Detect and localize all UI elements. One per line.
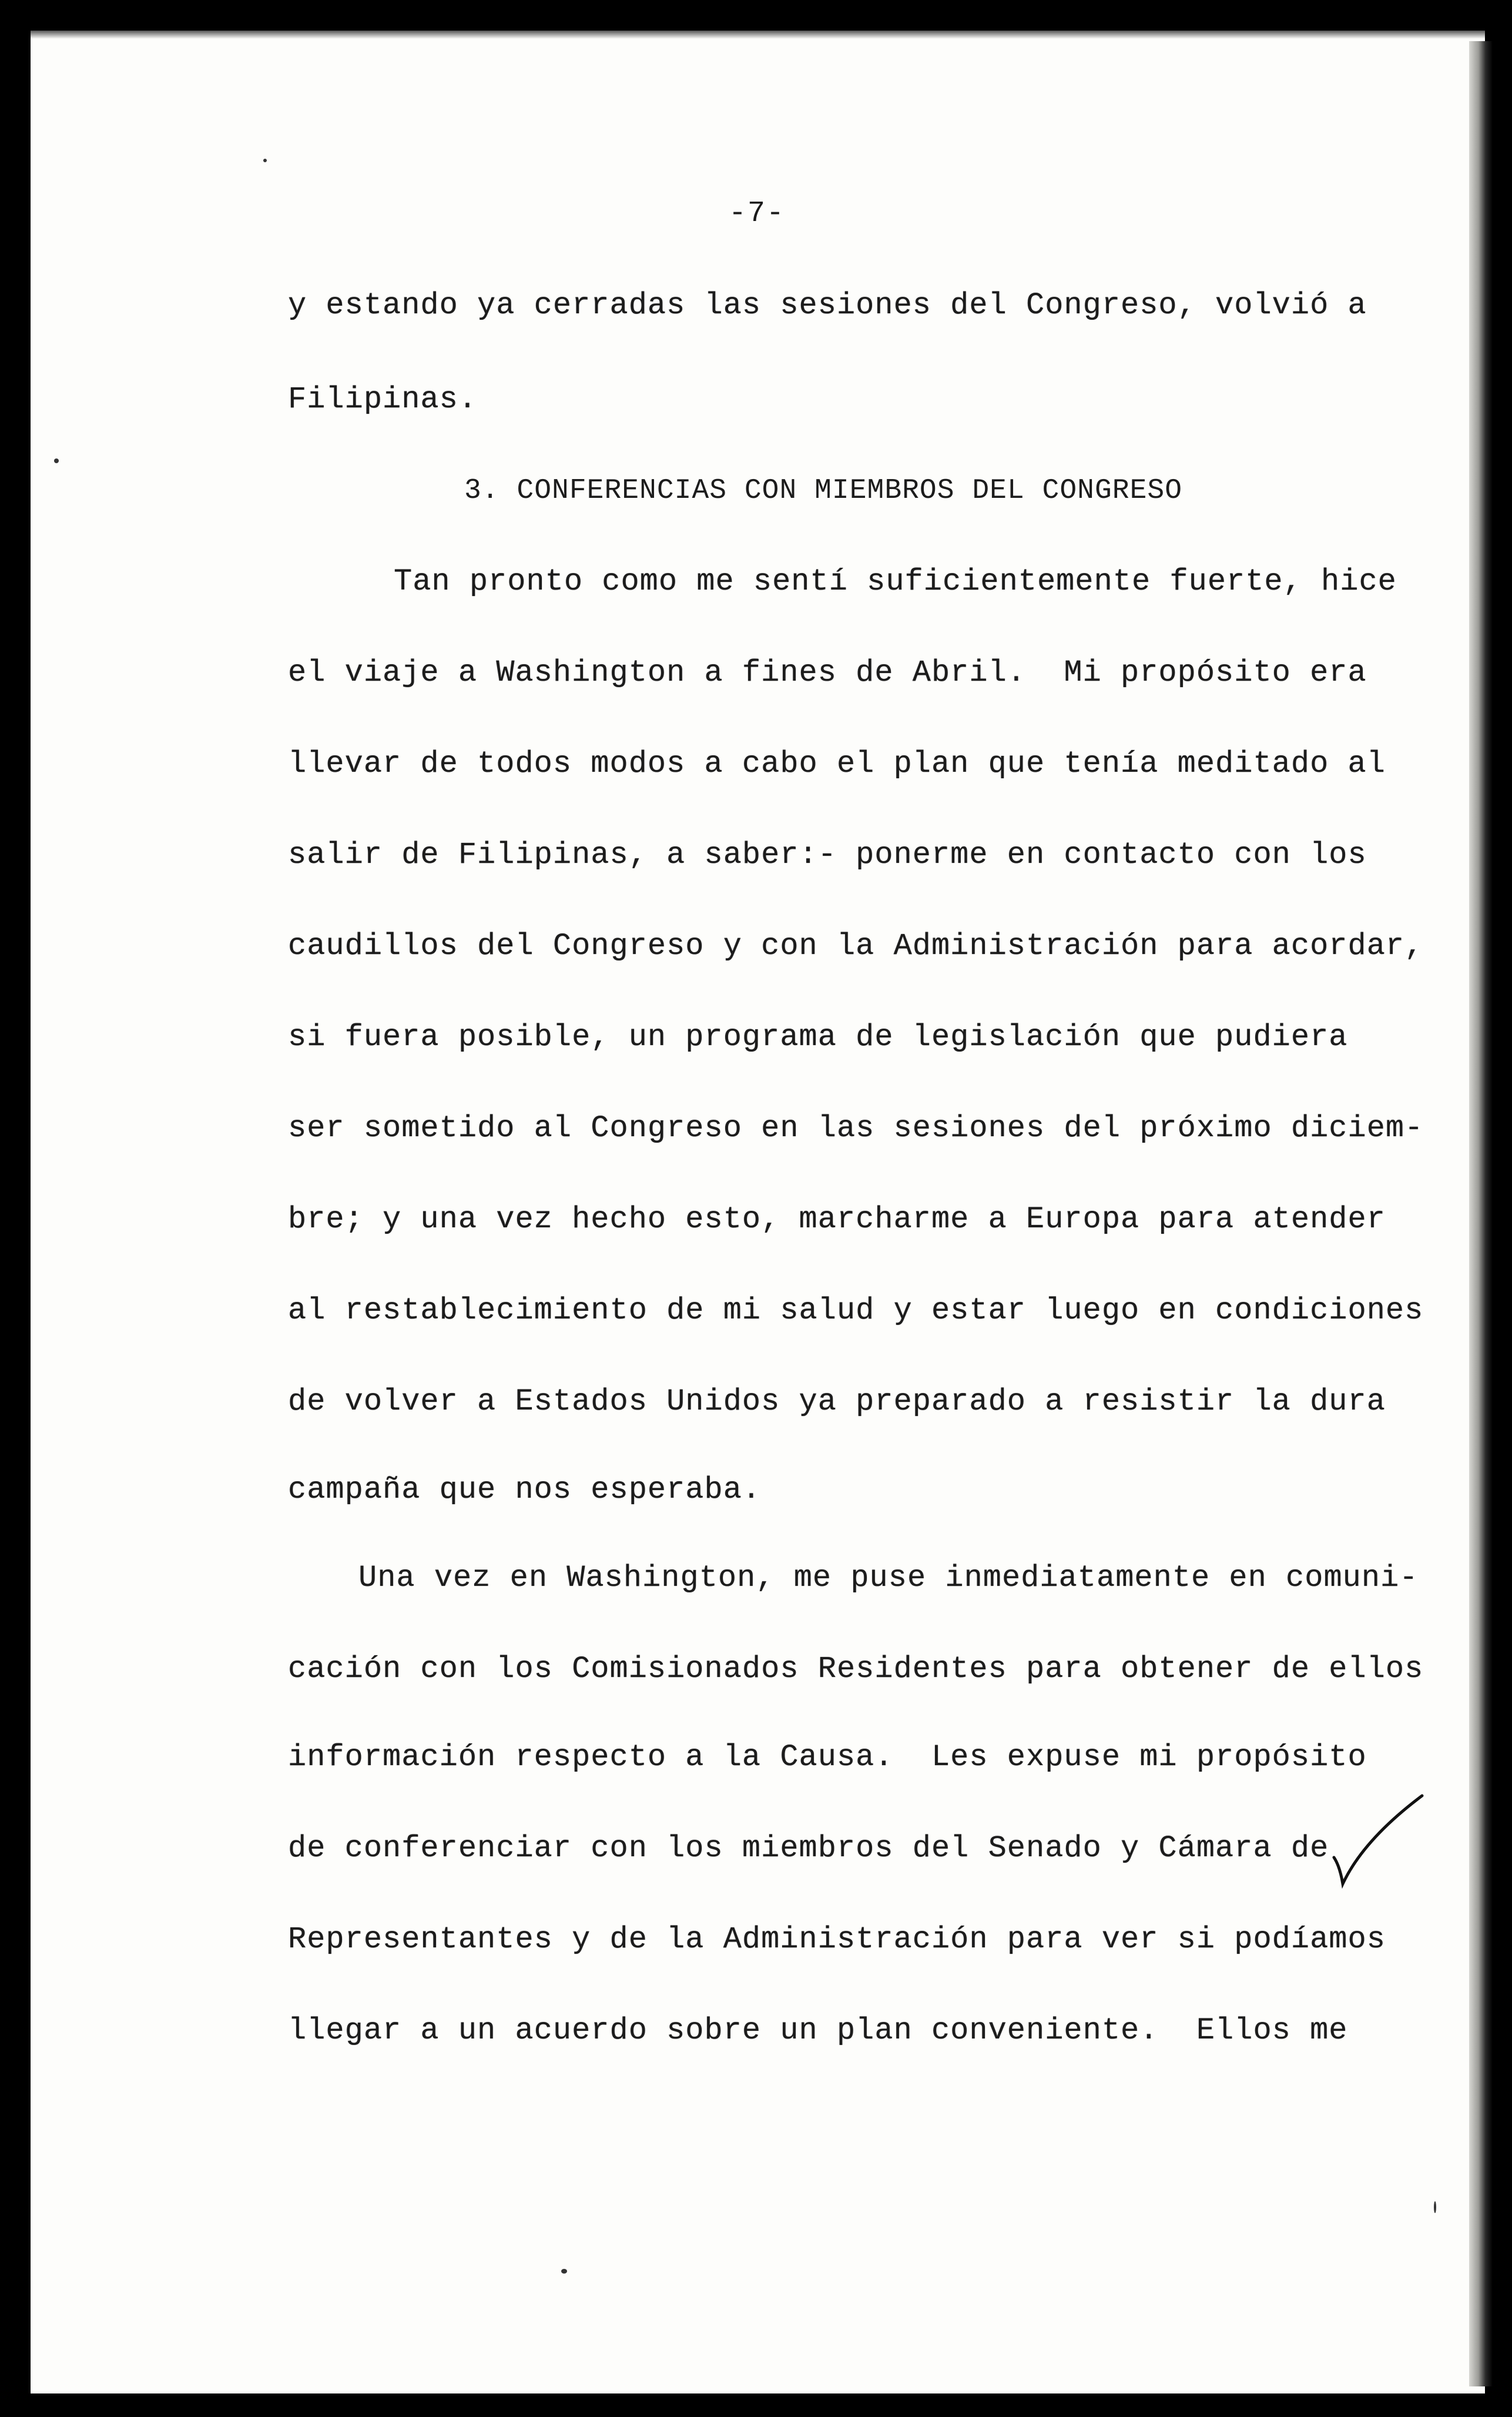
text-line: cación con los Comisionados Residentes para obtener de ellos [288,1652,1424,1686]
text-line: salir de Filipinas, a saber:- ponerme en contacto con los [288,838,1367,872]
text-line: caudillos del Congreso y con la Administración para acordar, [288,929,1424,963]
text-line: y estando ya cerradas las sesiones del Congreso, volvió a [288,288,1367,323]
scan-speck [54,458,59,463]
scan-speck [263,159,267,162]
text-line: el viaje a Washington a fines de Abril. Mi propósito era [288,655,1367,690]
text-line: si fuera posible, un programa de legislación que pudiera [288,1020,1348,1054]
scan-speck [1434,2201,1436,2213]
handwritten-check-mark-icon [1322,1787,1440,1904]
section-heading: 3. CONFERENCIAS CON MIEMBROS DEL CONGRESO [464,475,1182,507]
text-line: llegar a un acuerdo sobre un plan conveniente. Ellos me [288,2013,1348,2048]
text-line: Filipinas. [288,382,478,417]
page-top-shadow [31,31,1485,39]
text-line: de conferenciar con los miembros del Senado y Cámara de [288,1831,1329,1866]
text-line: ser sometido al Congreso en las sesiones del próximo diciem- [288,1111,1424,1146]
text-line: Tan pronto como me sentí suficientemente fuerte, hice [394,564,1397,599]
text-line: campaña que nos esperaba. [288,1472,762,1507]
text-line: Una vez en Washington, me puse inmediatamente en comuni- [358,1561,1419,1595]
scan-speck [561,2269,567,2274]
text-line: llevar de todos modos a cabo el plan que tenía meditado al [288,746,1386,781]
text-line: de volver a Estados Unidos ya preparado a resistir la dura [288,1384,1386,1419]
text-line: información respecto a la Causa. Les expuse mi propósito [288,1740,1367,1775]
page-number: -7- [729,197,786,230]
page-right-edge [1469,41,1493,2386]
text-line: Representantes y de la Administración para ver si podíamos [288,1922,1386,1957]
text-line: al restablecimiento de mi salud y estar luego en condiciones [288,1293,1424,1328]
text-line: bre; y una vez hecho esto, marcharme a Europa para atender [288,1202,1386,1237]
